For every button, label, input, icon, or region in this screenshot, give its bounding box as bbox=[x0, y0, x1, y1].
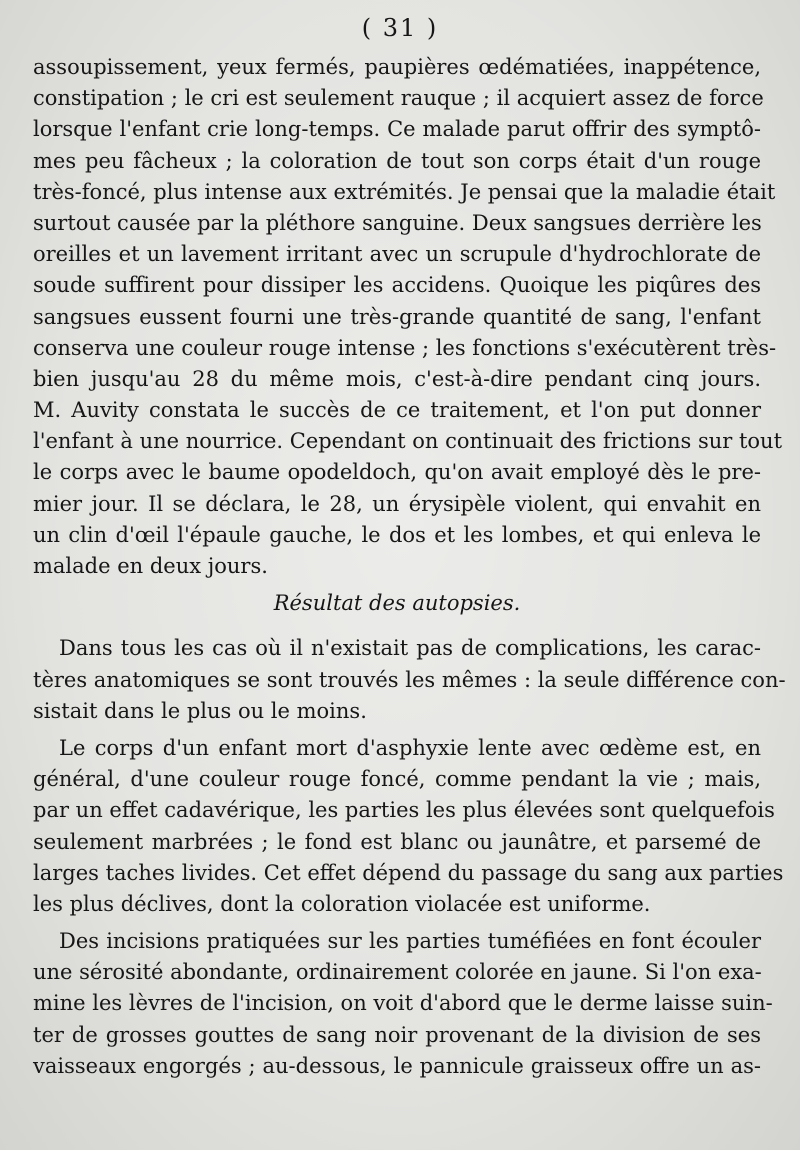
text-line: assoupissement, yeux fermés, paupières œdématiées, inappétence, bbox=[33, 55, 761, 79]
text-line: surtout causée par la pléthore sanguine. Deux sangsues derrière les bbox=[33, 210, 762, 235]
text-line: bien jusqu'au 28 du même mois, c'est-à-dire pendant cinq jours. bbox=[33, 366, 761, 391]
text-line: malade en deux jours. bbox=[33, 554, 268, 578]
text-line: Des incisions pratiquées sur les parties tuméfiées en font écouler bbox=[59, 929, 761, 954]
text-line: tères anatomiques se sont trouvés les mêmes : la seule différence con- bbox=[33, 667, 786, 692]
text-line: M. Auvity constata le succès de ce traitement, et l'on put donner bbox=[33, 398, 761, 423]
text-line: mes peu fâcheux ; la coloration de tout son corps était d'un rouge bbox=[33, 148, 761, 173]
text-line: sangsues eussent fourni une très-grande quantité de sang, l'enfant bbox=[33, 304, 761, 329]
text-line: constipation ; le cri est seulement rauque ; il acquiert assez de force bbox=[33, 86, 764, 111]
text-line: un clin d'œil l'épaule gauche, le dos et les lombes, et qui enleva le bbox=[33, 522, 761, 547]
page-number: ( 31 ) bbox=[361, 14, 439, 42]
text-line: général, d'une couleur rouge foncé, comme pendant la vie ; mais, bbox=[33, 767, 761, 792]
text-line: seulement marbrées ; le fond est blanc ou jaunâtre, et parsemé de bbox=[33, 829, 761, 854]
paragraph-case-report bbox=[33, 52, 783, 582]
text-line: par un effet cadavérique, les parties les plus élevées sont quelquefois bbox=[33, 798, 775, 823]
paragraph-body-appearance bbox=[33, 733, 784, 920]
text-line: sistait dans le plus ou le moins. bbox=[33, 698, 367, 723]
text-line: Le corps d'un enfant mort d'asphyxie lente avec œdème est, en bbox=[59, 735, 761, 760]
text-line: Dans tous les cas où il n'existait pas de complications, les carac- bbox=[59, 636, 761, 661]
paragraph-incisions bbox=[33, 926, 773, 1082]
text-line: oreilles et un lavement irritant avec un scrupule d'hydrochlorate de bbox=[33, 242, 761, 267]
section-heading: Résultat des autopsies. bbox=[273, 591, 521, 616]
text-line: l'enfant à une nourrice. Cependant on continuait des frictions sur tout bbox=[33, 429, 783, 454]
text-line: ter de grosses gouttes de sang noir provenant de la division de ses bbox=[33, 1022, 761, 1047]
text-line: très-foncé, plus intense aux extrémités. Je pensai que la maladie était bbox=[33, 179, 776, 204]
text-line: vaisseaux engorgés ; au-dessous, le pannicule graisseux offre un as- bbox=[33, 1053, 761, 1078]
text-line: soude suffirent pour dissiper les accidens. Quoique les piqûres des bbox=[33, 273, 761, 298]
text-line: mine les lèvres de l'incision, on voit d'abord que le derme laisse suin- bbox=[33, 991, 773, 1016]
text-line: conserva une couleur rouge intense ; les fonctions s'exécutèrent très- bbox=[33, 335, 777, 360]
text-block bbox=[33, 52, 786, 1082]
text-line: le corps avec le baume opodeldoch, qu'on avait employé dès le pre- bbox=[33, 460, 761, 485]
paragraph-anatomical-characters bbox=[33, 633, 786, 727]
text-line: larges taches livides. Cet effet dépend du passage du sang aux parties bbox=[33, 860, 784, 885]
text-line: lorsque l'enfant crie long-temps. Ce malade parut offrir des symptô- bbox=[33, 117, 761, 142]
text-line: les plus déclives, dont la coloration violacée est uniforme. bbox=[33, 891, 651, 916]
text-line: une sérosité abondante, ordinairement colorée en jaune. Si l'on exa- bbox=[33, 960, 762, 985]
text-line: mier jour. Il se déclara, le 28, un érysipèle violent, qui envahit en bbox=[33, 491, 761, 516]
